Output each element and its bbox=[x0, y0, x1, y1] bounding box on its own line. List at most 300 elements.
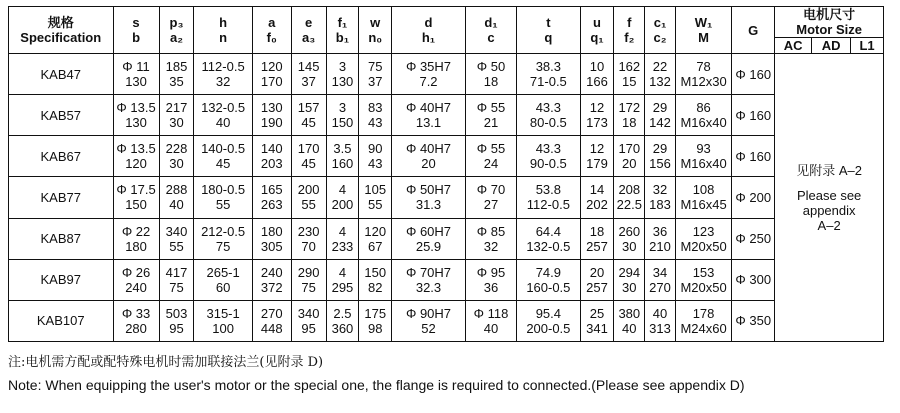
value-cell bbox=[359, 95, 392, 136]
value-top: 288 bbox=[165, 182, 188, 198]
value-cell bbox=[392, 54, 466, 95]
value-bottom: 160 bbox=[331, 156, 354, 172]
value-top: 217 bbox=[165, 100, 188, 116]
value-cell bbox=[326, 259, 359, 300]
value-bottom: 60 bbox=[215, 279, 231, 295]
value-top: 43.3 bbox=[535, 141, 562, 157]
header-col: d h₁ bbox=[392, 7, 466, 54]
value-cell bbox=[326, 136, 359, 177]
value-bottom: 30 bbox=[169, 156, 184, 172]
value-bottom: 240 bbox=[125, 279, 147, 295]
header-col: p₃ a₂ bbox=[159, 7, 194, 54]
value-top: 270 bbox=[260, 305, 283, 321]
value-cell bbox=[113, 259, 159, 300]
value-cell bbox=[113, 136, 159, 177]
header-specification: 规格 Specification bbox=[9, 7, 114, 54]
value-cell bbox=[517, 177, 581, 218]
value-bottom: 150 bbox=[331, 115, 354, 131]
value-bottom: M16x40 bbox=[680, 156, 727, 172]
value-bottom: 32 bbox=[215, 74, 231, 90]
value-cell bbox=[326, 300, 359, 341]
value-top: 38.3 bbox=[535, 59, 562, 75]
value-cell bbox=[359, 136, 392, 177]
value-cell bbox=[580, 218, 614, 259]
value-top: 75 bbox=[368, 59, 383, 75]
value-top: Φ 85 bbox=[476, 223, 506, 239]
value-cell bbox=[326, 177, 359, 218]
value-top: 4 bbox=[338, 223, 347, 239]
value-cell bbox=[194, 259, 252, 300]
value-cell bbox=[675, 136, 731, 177]
value-bottom: 203 bbox=[260, 156, 283, 172]
value-bottom: 173 bbox=[586, 115, 608, 131]
value-bottom: 18 bbox=[483, 74, 499, 90]
model-cell: KAB47 bbox=[9, 54, 114, 95]
value-top: Φ 13.5 bbox=[116, 141, 156, 157]
motor-note-line: A–2 bbox=[817, 217, 841, 233]
note-english: Note: When equipping the user's motor or the special one, the flange is required to connected.(Please see appendix D) bbox=[8, 377, 745, 393]
value-bottom: 313 bbox=[649, 320, 671, 336]
value-cell bbox=[194, 95, 252, 136]
value-cell bbox=[675, 218, 731, 259]
value-top: 140 bbox=[260, 141, 283, 157]
value-bottom: 27 bbox=[483, 197, 499, 213]
value-cell bbox=[194, 177, 252, 218]
value-top: Φ 26 bbox=[121, 264, 151, 280]
value-top: 153 bbox=[692, 264, 715, 280]
value-bottom: 22.5 bbox=[616, 197, 642, 213]
value-cell bbox=[252, 136, 291, 177]
value-cell bbox=[614, 95, 645, 136]
value-cell bbox=[465, 259, 516, 300]
value-top: 145 bbox=[297, 59, 320, 75]
value-bottom: 7.2 bbox=[419, 74, 438, 90]
value-top: 25 bbox=[589, 305, 605, 321]
value-top: Φ 17.5 bbox=[116, 182, 156, 198]
table-body bbox=[9, 54, 884, 342]
value-bottom: 75 bbox=[301, 279, 316, 295]
header-l1: L1 bbox=[851, 38, 884, 54]
model-cell: KAB77 bbox=[9, 177, 114, 218]
value-top: 14 bbox=[589, 182, 605, 198]
value-cell bbox=[580, 95, 614, 136]
value-cell bbox=[645, 259, 676, 300]
value-cell bbox=[675, 54, 731, 95]
value-cell bbox=[675, 177, 731, 218]
value-top: 503 bbox=[165, 305, 188, 321]
value-top: 162 bbox=[618, 59, 641, 75]
value-bottom: 30 bbox=[622, 279, 637, 295]
value-cell bbox=[580, 54, 614, 95]
value-bottom: 55 bbox=[215, 197, 231, 213]
value-cell bbox=[645, 54, 676, 95]
value-cell bbox=[113, 300, 159, 341]
value-top: 12 bbox=[589, 141, 605, 157]
value-bottom: 71-0.5 bbox=[529, 74, 567, 90]
header-col: w n₀ bbox=[359, 7, 392, 54]
value-cell bbox=[291, 300, 326, 341]
value-bottom: 295 bbox=[331, 279, 354, 295]
value-cell bbox=[517, 218, 581, 259]
header-col: a f₀ bbox=[252, 7, 291, 54]
value-top: 112-0.5 bbox=[201, 59, 245, 75]
header-col: c₁ c₂ bbox=[645, 7, 676, 54]
value-cell bbox=[465, 95, 516, 136]
value-top: 200 bbox=[297, 182, 320, 198]
value-cell bbox=[326, 54, 359, 95]
header-col: t q bbox=[517, 7, 581, 54]
value-bottom: 257 bbox=[586, 238, 608, 254]
value-top: 108 bbox=[692, 182, 715, 198]
header-ad: AD bbox=[812, 38, 851, 54]
value-top: Φ 33 bbox=[121, 305, 151, 321]
value-top: 64.4 bbox=[535, 223, 562, 239]
g-cell: Φ 160 bbox=[732, 136, 775, 177]
value-cell bbox=[359, 54, 392, 95]
value-bottom: 40 bbox=[483, 320, 499, 336]
value-cell bbox=[392, 136, 466, 177]
value-cell bbox=[392, 95, 466, 136]
value-cell bbox=[465, 177, 516, 218]
value-bottom: 55 bbox=[169, 238, 184, 254]
value-bottom: 52 bbox=[421, 320, 436, 336]
value-top: 175 bbox=[364, 305, 387, 321]
value-cell bbox=[159, 54, 194, 95]
value-top: 178 bbox=[692, 305, 715, 321]
value-bottom: 95 bbox=[169, 320, 184, 336]
value-cell bbox=[194, 54, 252, 95]
value-bottom: M20x50 bbox=[680, 238, 727, 254]
value-top: 20 bbox=[589, 264, 605, 280]
value-top: 74.9 bbox=[535, 264, 562, 280]
spacer bbox=[775, 178, 883, 188]
value-top: 315-1 bbox=[206, 305, 240, 321]
value-top: Φ 70 bbox=[476, 182, 506, 198]
value-cell bbox=[675, 300, 731, 341]
value-top: Φ 95 bbox=[476, 264, 506, 280]
value-bottom: 142 bbox=[649, 115, 671, 131]
value-bottom: 160-0.5 bbox=[526, 279, 571, 295]
value-top: 380 bbox=[618, 305, 641, 321]
value-bottom: 132-0.5 bbox=[526, 238, 571, 254]
value-top: 3 bbox=[338, 59, 347, 75]
value-top: 185 bbox=[165, 59, 188, 75]
value-cell bbox=[252, 218, 291, 259]
value-cell bbox=[326, 95, 359, 136]
value-top: 340 bbox=[165, 223, 188, 239]
value-bottom: 55 bbox=[368, 197, 383, 213]
value-top: Φ 60H7 bbox=[405, 223, 452, 239]
value-bottom: 45 bbox=[215, 156, 231, 172]
header-col: d₁ c bbox=[465, 7, 516, 54]
value-bottom: 90-0.5 bbox=[529, 156, 567, 172]
value-bottom: 40 bbox=[169, 197, 184, 213]
value-top: Φ 40H7 bbox=[405, 141, 452, 157]
value-top: Φ 50H7 bbox=[405, 182, 452, 198]
g-cell: Φ 300 bbox=[732, 259, 775, 300]
value-cell bbox=[614, 177, 645, 218]
value-top: 32 bbox=[652, 182, 668, 198]
model-cell: KAB107 bbox=[9, 300, 114, 341]
value-top: 228 bbox=[165, 141, 188, 157]
value-top: 4 bbox=[338, 264, 347, 280]
value-bottom: 15 bbox=[622, 74, 637, 90]
value-top: 22 bbox=[652, 59, 668, 75]
value-top: 83 bbox=[368, 100, 383, 116]
value-top: 130 bbox=[260, 100, 283, 116]
note-chinese: 注:电机需方配或配特殊电机时需加联接法兰(见附录 D) bbox=[8, 355, 324, 370]
value-bottom: 75 bbox=[169, 279, 184, 295]
value-bottom: 30 bbox=[622, 238, 637, 254]
header-col: e a₃ bbox=[291, 7, 326, 54]
value-bottom: 31.3 bbox=[415, 197, 442, 213]
motor-size-note bbox=[775, 54, 884, 342]
value-top: 12 bbox=[589, 100, 605, 116]
value-top: 140-0.5 bbox=[201, 141, 246, 157]
table-row bbox=[9, 136, 884, 177]
value-bottom: 82 bbox=[368, 279, 383, 295]
value-cell bbox=[291, 218, 326, 259]
value-cell bbox=[252, 300, 291, 341]
value-cell bbox=[392, 177, 466, 218]
table-row bbox=[9, 177, 884, 218]
specification-table bbox=[8, 6, 884, 342]
value-top: 29 bbox=[652, 141, 668, 157]
g-cell: Φ 160 bbox=[732, 95, 775, 136]
value-top: Φ 90H7 bbox=[405, 305, 452, 321]
value-cell bbox=[159, 95, 194, 136]
value-top: 290 bbox=[297, 264, 320, 280]
value-cell bbox=[465, 54, 516, 95]
value-cell bbox=[252, 177, 291, 218]
value-top: 78 bbox=[696, 59, 711, 75]
value-top: 165 bbox=[260, 182, 283, 198]
value-bottom: M12x30 bbox=[680, 74, 727, 90]
header-g: G bbox=[732, 7, 775, 54]
motor-note-line: Please see bbox=[796, 187, 862, 203]
table-row bbox=[9, 95, 884, 136]
value-top: 18 bbox=[589, 223, 605, 239]
value-bottom: 35 bbox=[169, 74, 184, 90]
value-top: 120 bbox=[364, 223, 387, 239]
value-cell bbox=[614, 259, 645, 300]
value-cell bbox=[580, 259, 614, 300]
value-bottom: 37 bbox=[368, 74, 383, 90]
value-top: 340 bbox=[297, 305, 320, 321]
model-cell: KAB87 bbox=[9, 218, 114, 259]
header-col: s b bbox=[113, 7, 159, 54]
value-bottom: 130 bbox=[125, 74, 147, 90]
value-cell bbox=[392, 300, 466, 341]
header-col: f₁ b₁ bbox=[326, 7, 359, 54]
value-cell bbox=[614, 300, 645, 341]
model-cell: KAB97 bbox=[9, 259, 114, 300]
value-top: 36 bbox=[652, 223, 668, 239]
value-bottom: 45 bbox=[301, 115, 316, 131]
value-cell bbox=[517, 95, 581, 136]
value-cell bbox=[645, 300, 676, 341]
value-cell bbox=[326, 218, 359, 259]
g-cell: Φ 250 bbox=[732, 218, 775, 259]
value-top: 265-1 bbox=[206, 264, 240, 280]
value-cell bbox=[645, 177, 676, 218]
value-bottom: 67 bbox=[368, 238, 383, 254]
g-cell: Φ 350 bbox=[732, 300, 775, 341]
value-top: 260 bbox=[618, 223, 641, 239]
value-cell bbox=[359, 177, 392, 218]
value-bottom: 372 bbox=[260, 279, 283, 295]
value-bottom: 43 bbox=[368, 115, 383, 131]
value-bottom: 200-0.5 bbox=[526, 320, 571, 336]
header-col: f f₂ bbox=[614, 7, 645, 54]
value-top: Φ 55 bbox=[476, 100, 506, 116]
value-top: Φ 22 bbox=[121, 223, 151, 239]
value-bottom: M20x50 bbox=[680, 279, 727, 295]
value-bottom: 150 bbox=[125, 197, 147, 213]
value-top: 90 bbox=[368, 141, 383, 157]
value-cell bbox=[291, 136, 326, 177]
value-top: 417 bbox=[165, 264, 188, 280]
value-top: Φ 11 bbox=[122, 59, 150, 75]
value-bottom: 43 bbox=[368, 156, 383, 172]
value-top: 123 bbox=[692, 223, 715, 239]
value-bottom: 270 bbox=[649, 279, 671, 295]
value-bottom: 263 bbox=[260, 197, 283, 213]
value-top: 120 bbox=[260, 59, 283, 75]
value-cell bbox=[675, 259, 731, 300]
value-bottom: 13.1 bbox=[415, 115, 442, 131]
value-bottom: 45 bbox=[301, 156, 316, 172]
table-row bbox=[9, 259, 884, 300]
value-top: 105 bbox=[364, 182, 387, 198]
value-cell bbox=[675, 95, 731, 136]
value-bottom: 130 bbox=[125, 115, 147, 131]
value-cell bbox=[517, 136, 581, 177]
value-cell bbox=[194, 300, 252, 341]
value-cell bbox=[517, 259, 581, 300]
value-cell bbox=[465, 300, 516, 341]
value-bottom: 170 bbox=[260, 74, 283, 90]
value-bottom: 156 bbox=[649, 156, 671, 172]
header-motor-size: 电机尺寸 Motor Size bbox=[775, 7, 884, 38]
value-bottom: M24x60 bbox=[680, 320, 727, 336]
value-bottom: 21 bbox=[483, 115, 499, 131]
value-cell bbox=[113, 54, 159, 95]
value-bottom: 20 bbox=[421, 156, 436, 172]
value-cell bbox=[645, 218, 676, 259]
value-cell bbox=[291, 177, 326, 218]
value-cell bbox=[614, 218, 645, 259]
value-cell bbox=[194, 136, 252, 177]
value-bottom: 80-0.5 bbox=[529, 115, 567, 131]
value-bottom: 100 bbox=[212, 320, 234, 336]
value-cell bbox=[291, 54, 326, 95]
value-top: 53.8 bbox=[535, 182, 562, 198]
value-top: 180-0.5 bbox=[201, 182, 246, 198]
value-bottom: 280 bbox=[125, 320, 147, 336]
motor-note-line: appendix bbox=[802, 202, 856, 218]
value-cell bbox=[614, 54, 645, 95]
value-top: 3.5 bbox=[333, 141, 352, 157]
value-bottom: 32.3 bbox=[415, 279, 442, 295]
notes bbox=[8, 352, 892, 396]
value-bottom: 30 bbox=[169, 115, 184, 131]
value-bottom: 166 bbox=[586, 74, 608, 90]
value-bottom: 55 bbox=[301, 197, 316, 213]
table-row bbox=[9, 300, 884, 341]
value-top: 34 bbox=[652, 264, 668, 280]
value-top: 10 bbox=[589, 59, 605, 75]
value-bottom: 257 bbox=[586, 279, 608, 295]
value-cell bbox=[580, 136, 614, 177]
value-cell bbox=[359, 218, 392, 259]
value-top: 2.5 bbox=[333, 305, 352, 321]
value-top: 180 bbox=[260, 223, 283, 239]
table-row bbox=[9, 54, 884, 95]
value-cell bbox=[580, 300, 614, 341]
g-cell: Φ 200 bbox=[732, 177, 775, 218]
value-cell bbox=[159, 218, 194, 259]
value-top: Φ 70H7 bbox=[405, 264, 452, 280]
value-top: 240 bbox=[260, 264, 283, 280]
value-bottom: 360 bbox=[331, 320, 354, 336]
value-bottom: 341 bbox=[586, 320, 608, 336]
value-top: Φ 40H7 bbox=[405, 100, 452, 116]
value-cell bbox=[359, 259, 392, 300]
value-bottom: 37 bbox=[301, 74, 316, 90]
value-top: 3 bbox=[338, 100, 347, 116]
header-col: W₁ M bbox=[675, 7, 731, 54]
value-bottom: 132 bbox=[649, 74, 671, 90]
value-bottom: 120 bbox=[125, 156, 147, 172]
model-cell: KAB67 bbox=[9, 136, 114, 177]
value-cell bbox=[252, 95, 291, 136]
value-top: Φ 35H7 bbox=[405, 59, 452, 75]
value-top: 86 bbox=[696, 100, 711, 116]
value-top: 132-0.5 bbox=[201, 100, 246, 116]
header-ac: AC bbox=[775, 38, 812, 54]
motor-note-line: 见附录 A–2 bbox=[796, 162, 862, 178]
value-top: Φ 50 bbox=[476, 59, 506, 75]
value-bottom: 202 bbox=[586, 197, 608, 213]
value-top: 170 bbox=[297, 141, 320, 157]
value-cell bbox=[580, 177, 614, 218]
value-cell bbox=[159, 259, 194, 300]
value-cell bbox=[113, 95, 159, 136]
value-top: Φ 118 bbox=[473, 305, 509, 321]
value-cell bbox=[465, 136, 516, 177]
value-bottom: M16x45 bbox=[680, 197, 727, 213]
value-cell bbox=[291, 95, 326, 136]
value-cell bbox=[517, 300, 581, 341]
header-col: u q₁ bbox=[580, 7, 614, 54]
value-cell bbox=[159, 177, 194, 218]
value-cell bbox=[614, 136, 645, 177]
value-cell bbox=[645, 95, 676, 136]
value-bottom: 25.9 bbox=[415, 238, 442, 254]
value-top: 170 bbox=[618, 141, 641, 157]
value-bottom: 183 bbox=[649, 197, 671, 213]
value-bottom: 70 bbox=[301, 238, 316, 254]
value-cell bbox=[465, 218, 516, 259]
value-cell bbox=[252, 259, 291, 300]
value-bottom: 210 bbox=[649, 238, 671, 254]
value-cell bbox=[517, 54, 581, 95]
table-row bbox=[9, 218, 884, 259]
value-bottom: 448 bbox=[260, 320, 283, 336]
value-bottom: 130 bbox=[331, 74, 354, 90]
value-top: 172 bbox=[618, 100, 641, 116]
